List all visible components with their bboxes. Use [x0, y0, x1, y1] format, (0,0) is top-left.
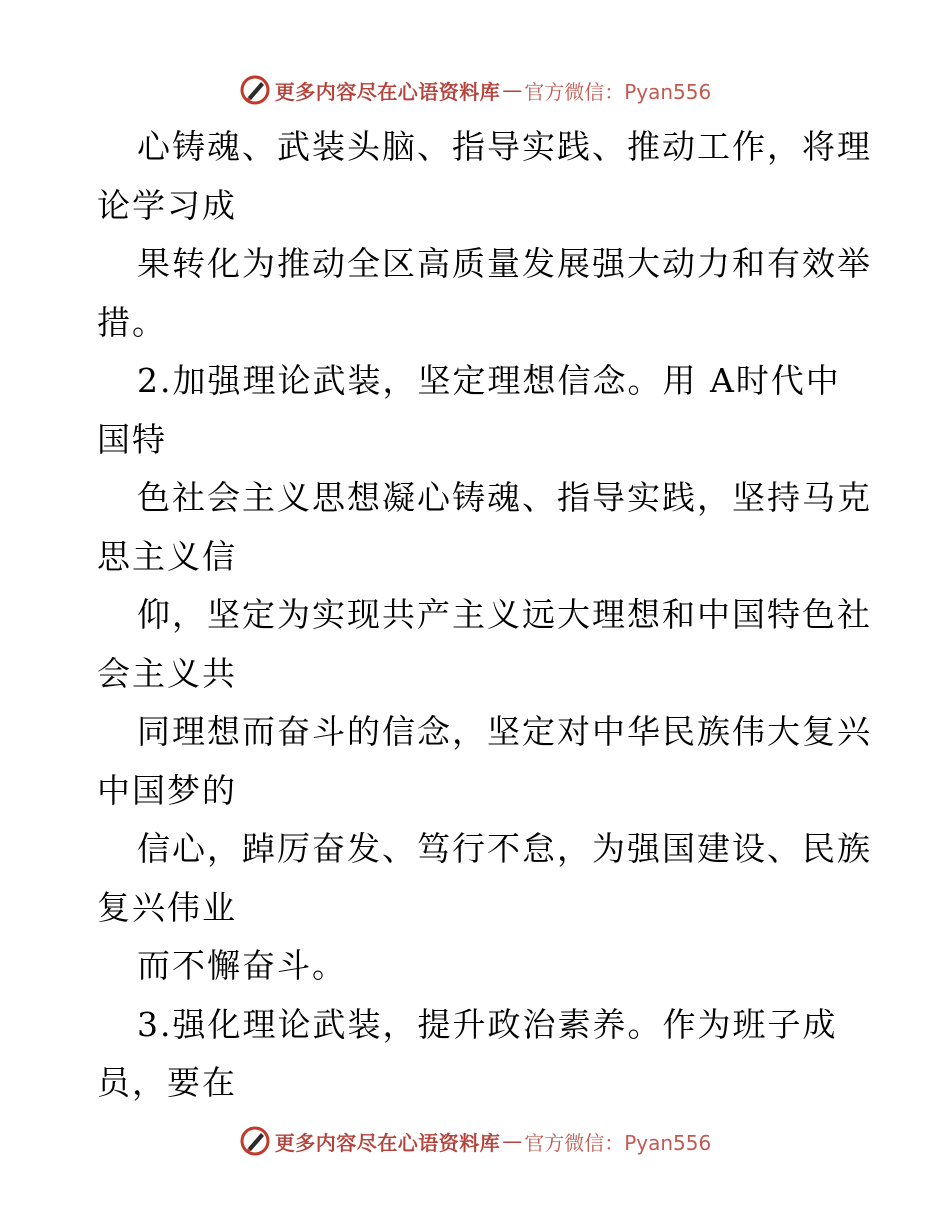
pen-logo-icon: [239, 74, 271, 106]
banner-wechat-text: 官方微信：Pyan556: [524, 1130, 712, 1155]
text-line: 员，要在: [97, 1063, 237, 1102]
text-line: 仰，坚定为实现共产主义远大理想和中国特色社: [137, 595, 872, 634]
banner-main-text: 更多内容尽在心语资料库: [274, 1130, 501, 1155]
document-body: [97, 118, 872, 1113]
banner-wechat-text: 官方微信：Pyan556: [524, 79, 712, 104]
text-line: 果转化为推动全区高质量发展强大动力和有效举: [137, 244, 872, 283]
header-banner: [0, 70, 950, 110]
text-line: 复兴伟业: [97, 887, 237, 927]
text-line: 心铸魂、武装头脑、指导实践、推动工作，将理: [137, 127, 872, 166]
banner-separator: —: [502, 1129, 523, 1153]
text-line: 论学习成: [97, 185, 237, 225]
text-line: 2.加强理论武装，坚定理想信念。用 A时代中: [137, 361, 841, 400]
text-line: 3.强化理论武装，提升政治素养。作为班子成: [137, 1004, 838, 1044]
text-line: 措。: [97, 302, 167, 342]
pen-logo-icon: [239, 1125, 271, 1157]
text-line: 国特: [97, 419, 167, 459]
banner-separator: —: [502, 78, 523, 102]
banner-main-text: 更多内容尽在心语资料库: [274, 79, 501, 104]
text-line: 思主义信: [97, 536, 237, 576]
text-line: 会主义共: [97, 653, 237, 693]
text-line: 中国梦的: [97, 770, 237, 810]
footer-banner: [0, 1121, 950, 1161]
text-line: 信心，踔厉奋发、笃行不怠，为强国建设、民族: [137, 829, 872, 868]
text-line: 色社会主义思想凝心铸魂、指导实践，坚持马克: [137, 478, 872, 517]
text-line: 同理想而奋斗的信念，坚定对中华民族伟大复兴: [137, 712, 872, 751]
text-line: 而不懈奋斗。: [137, 946, 347, 985]
